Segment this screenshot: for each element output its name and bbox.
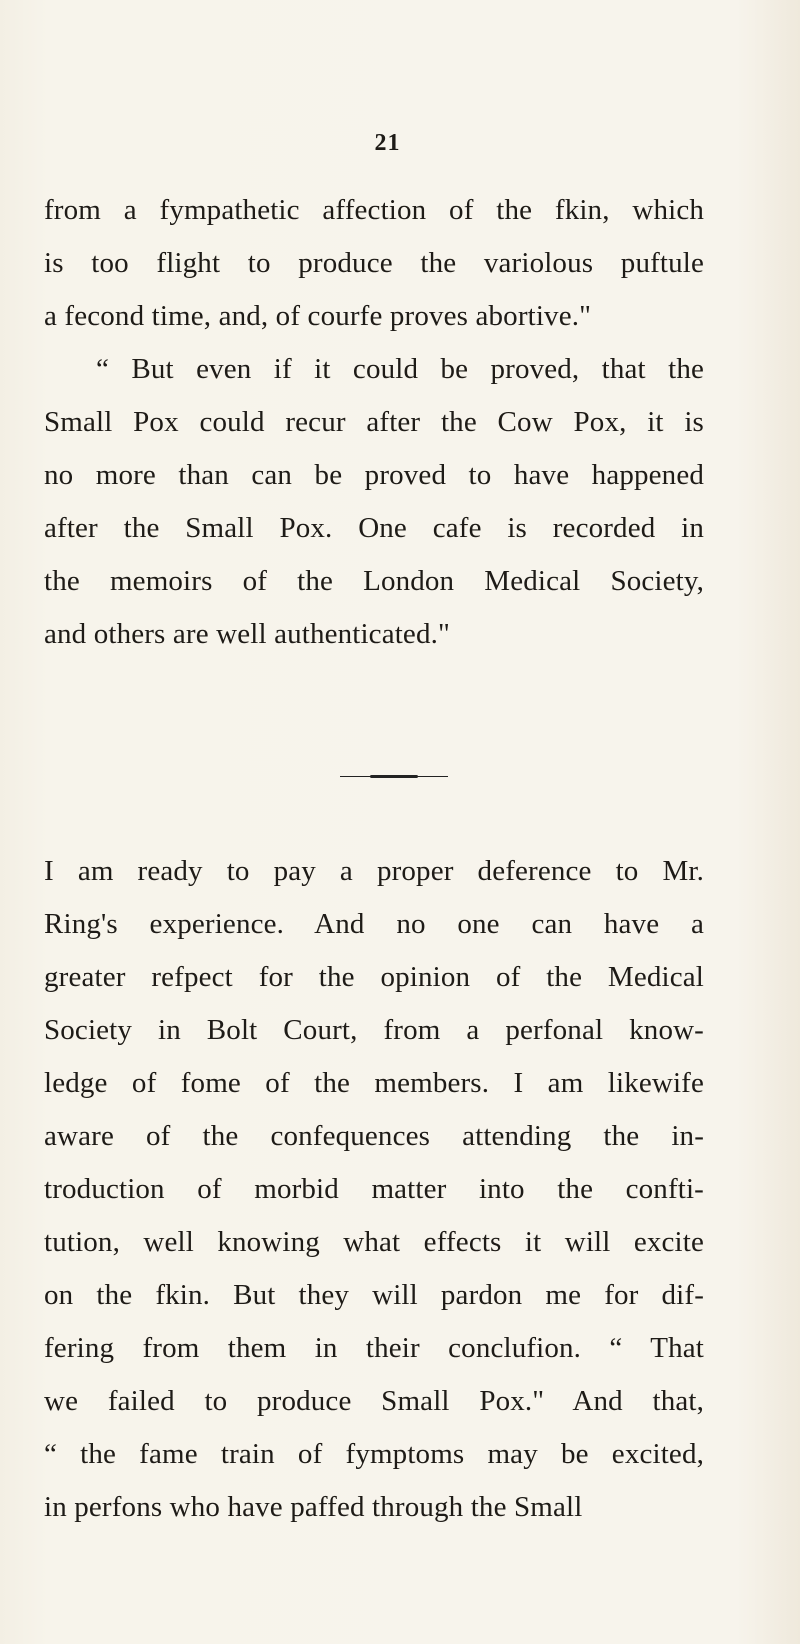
text-line: in perfons who have paffed through the Small [44, 1491, 583, 1523]
text-line: on the fkin. But they will pardon me for dif- [44, 1279, 704, 1311]
page-number: 21 [374, 130, 401, 156]
text-line: Ring's experience. And no one can have a [44, 908, 704, 940]
section-divider [340, 775, 448, 778]
text-line: we failed to produce Small Pox." And that, [44, 1385, 704, 1417]
text-line: “ But even if it could be proved, that the [96, 353, 704, 385]
text-line: fering from them in their conclufion. “ That [44, 1332, 704, 1364]
text-line: a fecond time, and, of courfe proves abortive." [44, 300, 592, 332]
text-line: after the Small Pox. One cafe is recorded in [44, 512, 704, 544]
text-line: ledge of fome of the members. I am likewife [44, 1067, 704, 1099]
text-line: “ the fame train of fymptoms may be excited, [44, 1438, 704, 1470]
text-line: tution, well knowing what effects it will excite [44, 1226, 704, 1258]
text-line: greater refpect for the opinion of the Medical [44, 961, 704, 993]
text-line: Society in Bolt Court, from a perfonal know- [44, 1014, 704, 1046]
text-line: aware of the confequences attending the in- [44, 1120, 704, 1152]
text-line: I am ready to pay a proper deference to Mr. [44, 855, 704, 887]
text-line: no more than can be proved to have happened [44, 459, 704, 491]
text-line: Small Pox could recur after the Cow Pox, it is [44, 406, 704, 438]
text-line: the memoirs of the London Medical Society, [44, 565, 704, 597]
text-line: from a fympathetic affection of the fkin, which [44, 194, 704, 226]
text-line: troduction of morbid matter into the confti- [44, 1173, 704, 1205]
text-line: and others are well authenticated." [44, 618, 450, 650]
text-line: is too flight to produce the variolous puftule [44, 247, 704, 279]
